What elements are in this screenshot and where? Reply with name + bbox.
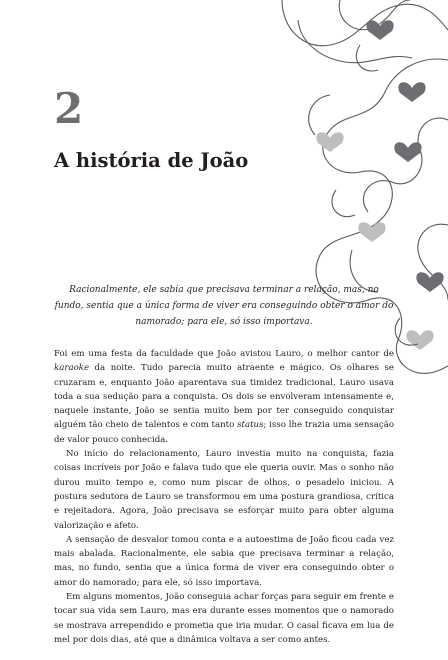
body-paragraph: A sensação de desvalor tomou conta e a autoestima de João ficou cada vez mais abalada. Racionalmente, ele sabia que precisava terminar a relação, mas, no fundo, sentia que a única forma de viver era conseguindo obter o amor do namorado; para ele, só isso importava.: [54, 534, 394, 588]
body-paragraph: Em alguns momentos, João conseguia achar forças para seguir em frente e tocar sua vida sem Lauro, mas era durante esses momentos que o namorado se mostrava arrependido e prometia que iria mudar. O casal ficava em lua de mel por dois dias, até que a dinâmica voltava a ser como antes.: [54, 592, 394, 645]
chapter-number: 2: [54, 84, 84, 133]
body-paragraph: Foi em uma festa da faculdade que João avistou Lauro, o melhor cantor de karaoke da noite. Tudo parecia muito atraente e mágico. Os olhares se cruzaram e, enquanto João aparentava sua timidez tradicional, Lauro usava toda a sua sedução para a conquista. Os dois se envolveram intensamente e, naquele instante, João se sentia muito bem por ter conseguido conquistar alguém tão cheio de talentos e com tanto status; isso lhe trazia uma sensação de valor pouco conhecida.: [54, 349, 394, 445]
chapter-epigraph: Racionalmente, ele sabia que precisava terminar a relação, mas, no fundo, sentia que a única forma de viver era conseguindo obter o amor do namorado; para ele, só isso importava.: [54, 285, 394, 327]
body-paragraph: No início do relacionamento, Lauro investia muito na conquista, fazia coisas incríveis por João e falava tudo que ele queria ouvir. Mas o sonho não durou muito tempo e, como num piscar de olhos, o pesadelo iniciou. A postura sedutora de Lauro se transformou em uma postura grandiosa, crítica e rejeitadora. Agora, João precisava se esforçar muito para obter alguma valorização e afeto.: [54, 449, 394, 531]
chapter-body: [54, 347, 394, 647]
chapter-title: A história de João: [54, 149, 249, 172]
